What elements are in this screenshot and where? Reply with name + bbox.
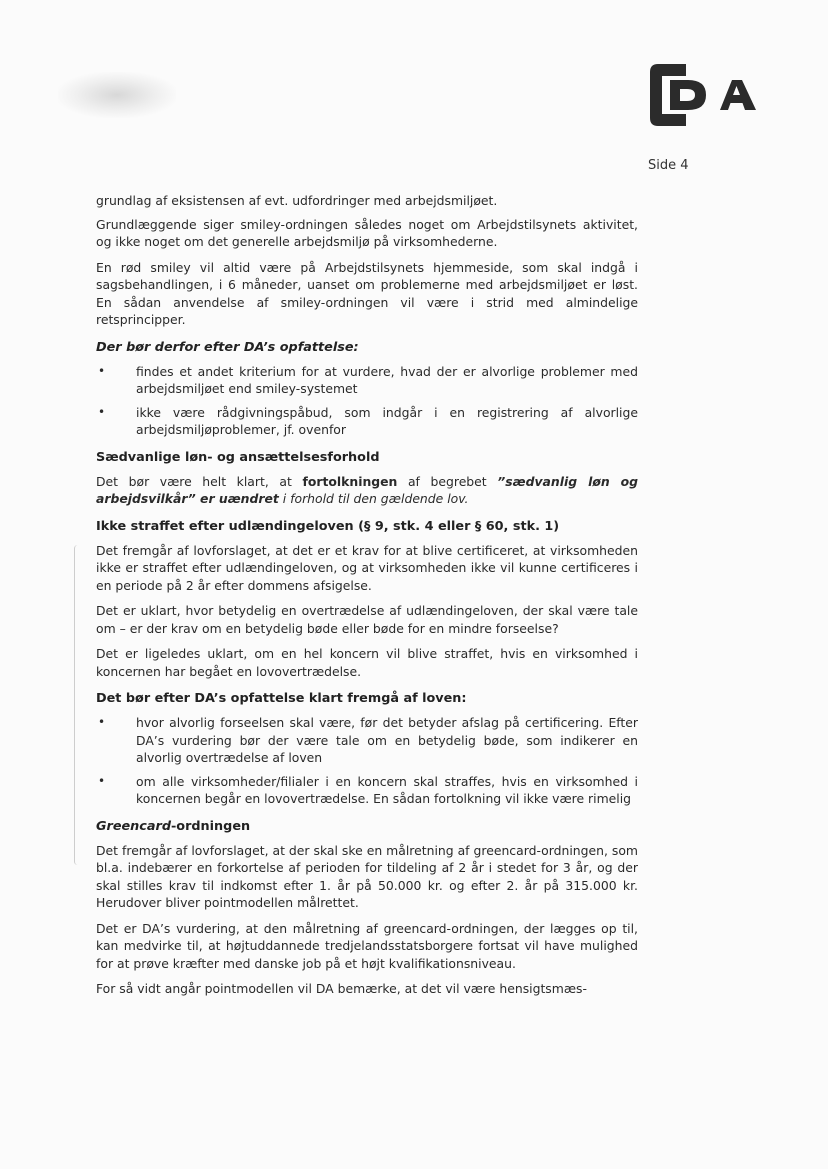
scan-margin-line xyxy=(74,545,81,865)
paragraph: Det er uklart, hvor betydelig en overtrædelse af udlændingeloven, der skal være tale om – er der krav om en betydelig bøde eller bøde for en mindre forseelse? xyxy=(96,603,638,636)
paragraph: Det bør være helt klart, at fortolkningen af begrebet ”sædvanlig løn og arbejdsvilkår” er uændret i forhold til den gældende lov. xyxy=(96,473,639,506)
scan-smudge xyxy=(58,72,176,118)
da-logo xyxy=(648,62,760,128)
page-number: Side 4 xyxy=(648,158,689,173)
paragraph: Det er DA’s vurdering, at den målretning af greencard-ordningen, der lægges op til, kan medvirke til, at højtuddannede tredjelandsstatsborgere fortsat vil have mulighed for at prøve kræfter med danske job på et højt kvalifikationsniveau. xyxy=(96,920,638,971)
section-heading: Sædvanlige løn- og ansættelsesforhold xyxy=(96,449,380,465)
paragraph: For så vidt angår pointmodellen vil DA bemærke, at det vil være hensigtsmæs- xyxy=(96,981,587,996)
document-body xyxy=(96,192,638,1006)
section-heading: Ikke straffet efter udlændingeloven (§ 9, stk. 4 eller § 60, stk. 1) xyxy=(96,518,560,534)
paragraph: Det fremgår af lovforslaget, at der skal ske en målretning af greencard-ordningen, som bl.a. indebærer en forkortelse af perioden for tildeling af 2 år i stedet for 3 år, og der skal stilles krav til indkomst efter 1. år på 50.000 kr. og efter 2. år på 315.000 kr. Herudover bliver pointmodellen målrettet. xyxy=(96,842,638,910)
paragraph: En rød smiley vil altid være på Arbejdstilsynets hjemmeside, som skal indgå i sagsbehandlingen, i 6 måneder, uanset om problemerne med arbejdsmiljøet er løst. En sådan anvendelse af smiley-ordningen vil være i strid med almindelige retsprincipper. xyxy=(96,259,638,327)
paragraph: Det er ligeledes uklart, om en hel koncern vil blive straffet, hvis en virksomhed i koncernen har begået en lovovertrædelse. xyxy=(96,646,638,679)
list-item: • hvor alvorlig forseelsen skal være, før det betyder afslag på certificering. Efter DA’s vurdering bør der være tale om en betydelig bøde, som indikerer en alvorlig overtrædelse af loven xyxy=(96,714,638,767)
section-heading: Greencard-ordningen xyxy=(96,818,251,834)
section-heading: Det bør efter DA’s opfattelse klart fremgå af loven: xyxy=(96,691,467,706)
list-item: • ikke være rådgivningspåbud, som indgår i en registrering af alvorlige arbejdsmiljøproblemer, jf. ovenfor xyxy=(96,404,638,439)
paragraph: Grundlæggende siger smiley-ordningen således noget om Arbejdstilsynets aktivitet, og ikke noget om det generelle arbejdsmiljø på virksomhederne. xyxy=(96,216,638,249)
paragraph: Det fremgår af lovforslaget, at det er et krav for at blive certificeret, at virksomheden ikke er straffet efter udlændingeloven, og at virksomheden ikke vil kunne certificeres i en periode på 2 år efter dommens afsigelse. xyxy=(96,542,638,593)
list-item: • om alle virksomheder/filialer i en koncern skal straffes, hvis en virksomhed i koncernen begår en lovovertrædelse. En sådan fortolkning vil ikke være rimelig xyxy=(96,773,638,808)
bullet-list xyxy=(96,363,638,439)
list-item: • findes et andet kriterium for at vurdere, hvad der er alvorlige problemer med arbejdsmiljøet end smiley-systemet xyxy=(96,363,638,398)
paragraph: grundlag af eksistensen af evt. udfordringer med arbejdsmiljøet. xyxy=(96,193,498,208)
bullet-list xyxy=(96,714,638,808)
section-heading: Der bør derfor efter DA’s opfattelse: xyxy=(96,339,359,355)
